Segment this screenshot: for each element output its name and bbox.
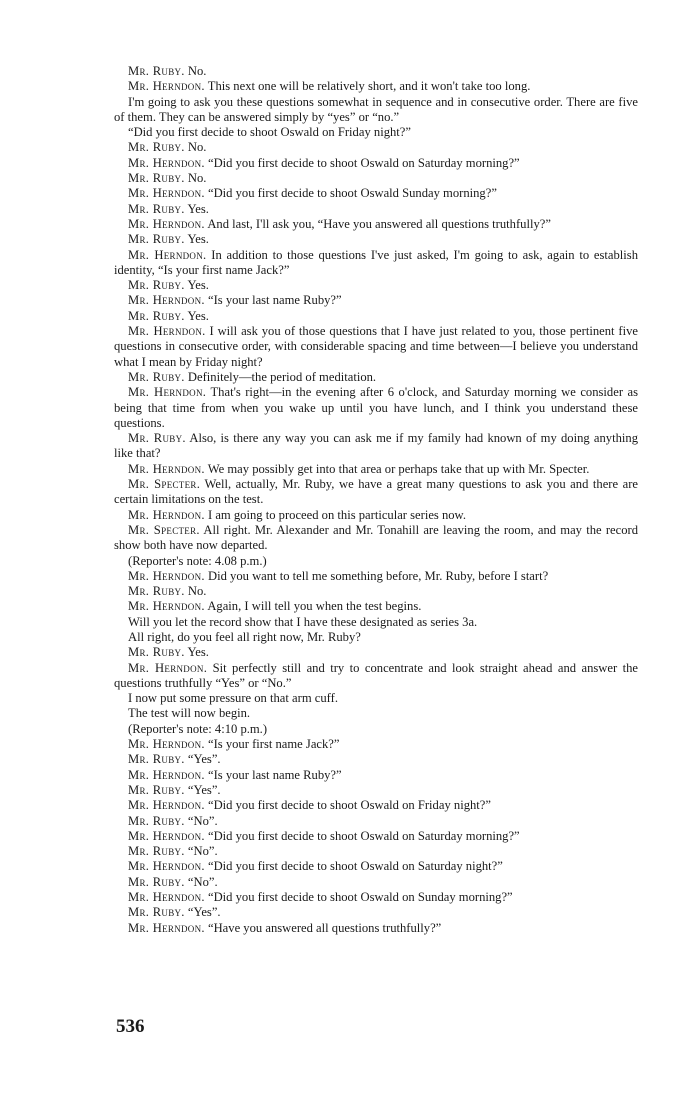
speech-text: No. xyxy=(187,140,207,155)
speaker-name: Mr. Ruby. xyxy=(128,874,185,889)
speech-text: We may possibly get into that area or perhaps take that up with Mr. Specter. xyxy=(207,461,590,476)
speech-text: “Is your last name Ruby?” xyxy=(208,767,342,782)
transcript-paragraph xyxy=(114,431,638,462)
speaker-name: Mr. Ruby. xyxy=(128,813,185,828)
speaker-name: Mr. Ruby. xyxy=(128,201,185,216)
speech-text: “Did you first decide to shoot Oswald on Friday night?” xyxy=(208,798,491,813)
transcript-paragraph xyxy=(114,248,638,279)
speech-text: “Yes”. xyxy=(187,905,221,920)
speaker-name: Mr. Herndon. xyxy=(128,247,207,262)
transcript-paragraph xyxy=(114,569,638,584)
speech-text: Yes. xyxy=(187,308,209,323)
transcript-paragraph xyxy=(114,890,638,905)
speech-text: No. xyxy=(187,584,207,599)
speech-text: No. xyxy=(187,171,207,186)
speech-text: That's right—in the evening after 6 o'clock, and Saturday morning we consider as being that time from when you wake up until you have lunch, and I think you understand these questions. xyxy=(114,385,639,430)
transcript-paragraph xyxy=(114,630,638,645)
speech-text: Yes. xyxy=(187,201,209,216)
speaker-name: Mr. Herndon. xyxy=(128,767,205,782)
speech-text: Well, actually, Mr. Ruby, we have a great many questions to ask you and there are certain limitations on the test. xyxy=(114,477,639,507)
transcript-paragraph xyxy=(114,829,638,844)
speech-text: Yes. xyxy=(187,278,209,293)
transcript-paragraph xyxy=(114,554,638,569)
speech-text: I now put some pressure on that arm cuff. xyxy=(128,691,338,706)
speaker-name: Mr. Ruby. xyxy=(128,64,185,78)
transcript-paragraph xyxy=(114,722,638,737)
speech-text: I am going to proceed on this particular series now. xyxy=(208,507,466,522)
speaker-name: Mr. Herndon. xyxy=(128,155,205,170)
transcript-paragraph xyxy=(114,875,638,890)
speaker-name: Mr. Herndon. xyxy=(128,599,205,614)
speech-text: Sit perfectly still and try to concentrate and look straight ahead and answer the questions truthfully “Yes” or “No.” xyxy=(114,660,638,690)
transcript-paragraph xyxy=(114,691,638,706)
transcript-paragraph xyxy=(114,385,638,431)
speaker-name: Mr. Ruby. xyxy=(128,905,185,920)
speech-text: All right, do you feel all right now, Mr. Ruby? xyxy=(128,629,361,644)
speech-text: “Did you first decide to shoot Oswald on Friday night?” xyxy=(128,125,411,140)
transcript-paragraph xyxy=(114,921,638,936)
transcript-paragraph xyxy=(114,905,638,920)
speaker-name: Mr. Herndon. xyxy=(128,859,205,874)
speaker-name: Mr. Herndon. xyxy=(128,660,208,675)
transcript-paragraph xyxy=(114,125,638,140)
speech-text: Did you want to tell me something before, Mr. Ruby, before I start? xyxy=(208,568,549,583)
speech-text: (Reporter's note: 4.08 p.m.) xyxy=(128,553,267,568)
speech-text: “Have you answered all questions truthfully?” xyxy=(208,920,442,935)
speaker-name: Mr. Specter. xyxy=(128,522,200,537)
transcript-paragraph xyxy=(114,661,638,692)
speaker-name: Mr. Herndon. xyxy=(128,798,205,813)
transcript-paragraph xyxy=(114,156,638,171)
speech-text: “Did you first decide to shoot Oswald on Saturday morning?” xyxy=(208,155,520,170)
speech-text: “Did you first decide to shoot Oswald on Saturday morning?” xyxy=(208,828,520,843)
page-number: 536 xyxy=(116,1016,145,1037)
transcript-paragraph xyxy=(114,615,638,630)
transcript-paragraph xyxy=(114,462,638,477)
speaker-name: Mr. Herndon. xyxy=(128,216,205,231)
speech-text: Again, I will tell you when the test begins. xyxy=(207,599,422,614)
transcript-paragraph xyxy=(114,309,638,324)
speech-text: “No”. xyxy=(187,844,218,859)
speaker-name: Mr. Herndon. xyxy=(128,385,207,400)
speech-text: “Did you first decide to shoot Oswald on Saturday night?” xyxy=(208,859,503,874)
speaker-name: Mr. Ruby. xyxy=(128,584,185,599)
speaker-name: Mr. Herndon. xyxy=(128,737,205,752)
speech-text: “No”. xyxy=(187,874,218,889)
speaker-name: Mr. Ruby. xyxy=(128,844,185,859)
speaker-name: Mr. Ruby. xyxy=(128,308,185,323)
transcript-paragraph xyxy=(114,768,638,783)
transcript-paragraph xyxy=(114,737,638,752)
speech-text: This next one will be relatively short, and it won't take too long. xyxy=(207,79,531,94)
speech-text: “Is your first name Jack?” xyxy=(208,737,340,752)
speech-text: Will you let the record show that I have these designated as series 3a. xyxy=(128,614,478,629)
speaker-name: Mr. Herndon. xyxy=(128,186,205,201)
speech-text: “Did you first decide to shoot Oswald on Sunday morning?” xyxy=(208,890,513,905)
speech-text: “Yes”. xyxy=(187,782,221,797)
speech-text: “Is your last name Ruby?” xyxy=(208,293,342,308)
speech-text: And last, I'll ask you, “Have you answered all questions truthfully?” xyxy=(207,216,551,231)
speech-text: “No”. xyxy=(187,813,218,828)
transcript-paragraph xyxy=(114,706,638,721)
speaker-name: Mr. Herndon. xyxy=(128,461,205,476)
transcript-paragraph xyxy=(114,859,638,874)
speaker-name: Mr. Ruby. xyxy=(128,431,186,446)
transcript-paragraph xyxy=(114,477,638,508)
speaker-name: Mr. Ruby. xyxy=(128,752,185,767)
transcript-paragraph xyxy=(114,814,638,829)
transcript-paragraph xyxy=(114,783,638,798)
speaker-name: Mr. Ruby. xyxy=(128,278,185,293)
speaker-name: Mr. Herndon. xyxy=(128,293,205,308)
transcript-paragraph xyxy=(114,370,638,385)
speaker-name: Mr. Ruby. xyxy=(128,232,185,247)
transcript-paragraph xyxy=(114,798,638,813)
speaker-name: Mr. Ruby. xyxy=(128,645,185,660)
speaker-name: Mr. Herndon. xyxy=(128,890,205,905)
speaker-name: Mr. Herndon. xyxy=(128,568,205,583)
transcript-paragraph xyxy=(114,844,638,859)
speech-text: Yes. xyxy=(187,232,209,247)
transcript-paragraph xyxy=(114,171,638,186)
speaker-name: Mr. Herndon. xyxy=(128,828,205,843)
transcript-paragraph xyxy=(114,79,638,94)
speaker-name: Mr. Herndon. xyxy=(128,79,205,94)
transcript-paragraph xyxy=(114,186,638,201)
speaker-name: Mr. Herndon. xyxy=(128,324,206,339)
speaker-name: Mr. Ruby. xyxy=(128,171,185,186)
transcript-paragraph xyxy=(114,217,638,232)
speech-text: The test will now begin. xyxy=(128,706,251,721)
transcript-paragraph xyxy=(114,599,638,614)
speaker-name: Mr. Herndon. xyxy=(128,920,205,935)
speaker-name: Mr. Specter. xyxy=(128,477,201,492)
speech-text: Definitely—the period of meditation. xyxy=(187,369,377,384)
transcript-paragraph xyxy=(114,232,638,247)
transcript-body xyxy=(114,64,638,936)
transcript-paragraph xyxy=(114,202,638,217)
transcript-paragraph xyxy=(114,64,638,79)
transcript-paragraph xyxy=(114,508,638,523)
transcript-paragraph xyxy=(114,278,638,293)
speech-text: In addition to those questions I've just asked, I'm going to ask, again to establish identity, “Is your first name Jack?” xyxy=(114,247,638,277)
transcript-paragraph xyxy=(114,293,638,308)
transcript-paragraph xyxy=(114,95,638,126)
speaker-name: Mr. Ruby. xyxy=(128,782,185,797)
transcript-paragraph xyxy=(114,752,638,767)
speaker-name: Mr. Ruby. xyxy=(128,369,185,384)
speech-text: “Yes”. xyxy=(187,752,221,767)
transcript-paragraph xyxy=(114,140,638,155)
transcript-paragraph xyxy=(114,584,638,599)
transcript-paragraph xyxy=(114,645,638,660)
speech-text: I will ask you of those questions that I have just related to you, those pertinent five questions in consecutive order, with considerable spacing and time between—I believe you understand what I mean by Friday night? xyxy=(114,324,638,369)
speaker-name: Mr. Ruby. xyxy=(128,140,185,155)
speech-text: No. xyxy=(187,64,207,78)
speech-text: I'm going to ask you these questions somewhat in sequence and in consecutive order. There are five of them. They can be answered simply by “yes” or “no.” xyxy=(114,94,638,124)
speech-text: (Reporter's note: 4:10 p.m.) xyxy=(128,721,268,736)
transcript-paragraph xyxy=(114,523,638,554)
speech-text: Yes. xyxy=(187,645,209,660)
speech-text: All right. Mr. Alexander and Mr. Tonahill are leaving the room, and may the record show both have now departed. xyxy=(114,522,638,553)
speech-text: “Did you first decide to shoot Oswald Sunday morning?” xyxy=(208,186,497,201)
speaker-name: Mr. Herndon. xyxy=(128,507,205,522)
speech-text: Also, is there any way you can ask me if my family had known of my doing anything like that? xyxy=(114,431,638,461)
transcript-paragraph xyxy=(114,324,638,370)
